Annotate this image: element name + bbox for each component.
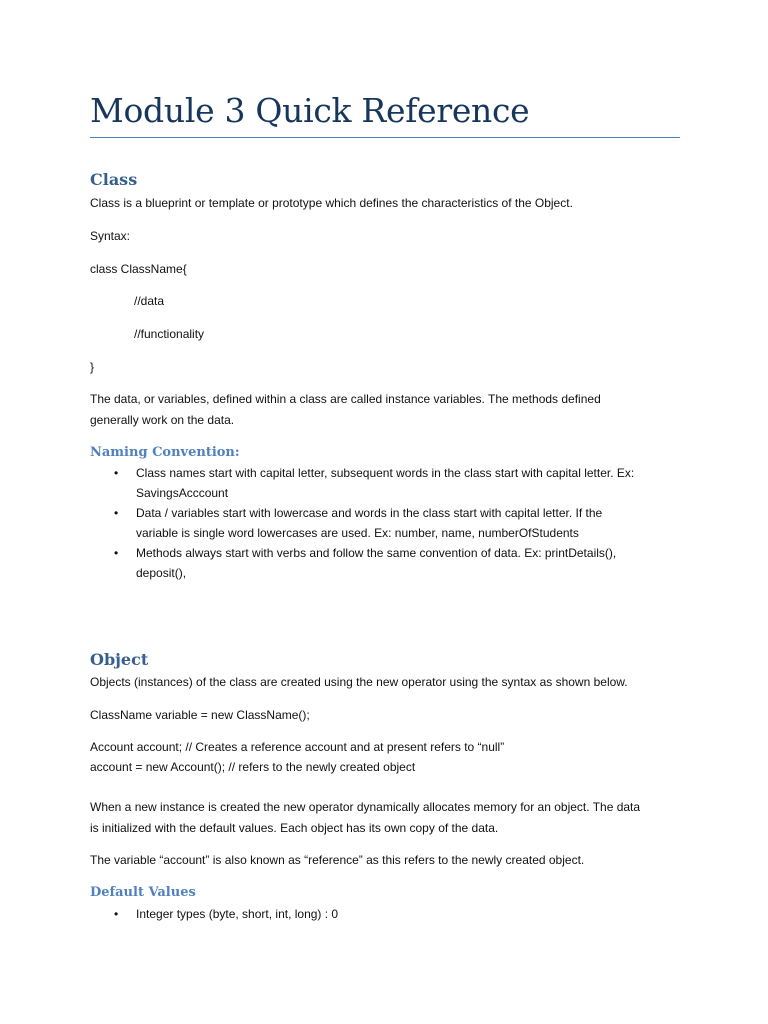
class-intro: Class is a blueprint or template or prototype which defines the characteristics of the Object. xyxy=(90,196,573,210)
bullet-glyph: • xyxy=(114,466,119,480)
naming-item-2-line1: Data / variables start with lowercase and words in the class start with capital letter. If the xyxy=(136,506,603,520)
code-data-comment: //data xyxy=(134,294,165,308)
naming-item-2-line2: variable is single word lowercases are used. Ex: number, name, numberOfStudents xyxy=(136,526,579,540)
class-description-line2: generally work on the data. xyxy=(90,413,235,427)
title-underline xyxy=(90,137,680,138)
code-functionality-comment: //functionality xyxy=(134,327,205,341)
code-class-declaration: class ClassName{ xyxy=(90,262,187,276)
heading-object: Object xyxy=(90,650,149,669)
class-description-line1: The data, or variables, defined within a class are called instance variables. The methods defined xyxy=(90,392,601,406)
object-intro: Objects (instances) of the class are created using the new operator using the syntax as shown below. xyxy=(90,675,628,689)
object-paragraph1-line1: When a new instance is created the new operator dynamically allocates memory for an object. The data xyxy=(90,800,641,814)
code-account-instantiation: account = new Account(); // refers to the newly created object xyxy=(90,760,416,774)
object-paragraph2: The variable “account” is also known as “reference” as this refers to the newly created object. xyxy=(90,853,585,867)
object-syntax: ClassName variable = new ClassName(); xyxy=(90,708,310,722)
bullet-glyph: • xyxy=(114,907,119,921)
heading-naming-convention: Naming Convention: xyxy=(90,445,240,460)
naming-item-3-line2: deposit(), xyxy=(136,566,187,580)
naming-item-1-line2: SavingsAcccount xyxy=(136,486,229,500)
naming-item-1-line1: Class names start with capital letter, subsequent words in the class start with capital letter. Ex: xyxy=(136,466,635,480)
heading-default-values: Default Values xyxy=(90,885,196,900)
heading-class: Class xyxy=(90,170,138,189)
code-account-declaration: Account account; // Creates a reference account and at present refers to “null” xyxy=(90,740,505,754)
code-closing-brace: } xyxy=(90,360,95,374)
bullet-glyph: • xyxy=(114,546,119,560)
page-title: Module 3 Quick Reference xyxy=(90,91,530,130)
default-values-item-1: Integer types (byte, short, int, long) : 0 xyxy=(136,907,339,921)
syntax-label: Syntax: xyxy=(90,229,131,243)
object-paragraph1-line2: is initialized with the default values. Each object has its own copy of the data. xyxy=(90,821,499,835)
bullet-glyph: • xyxy=(114,506,119,520)
naming-item-3-line1: Methods always start with verbs and follow the same convention of data. Ex: printDetails(), xyxy=(136,546,617,560)
